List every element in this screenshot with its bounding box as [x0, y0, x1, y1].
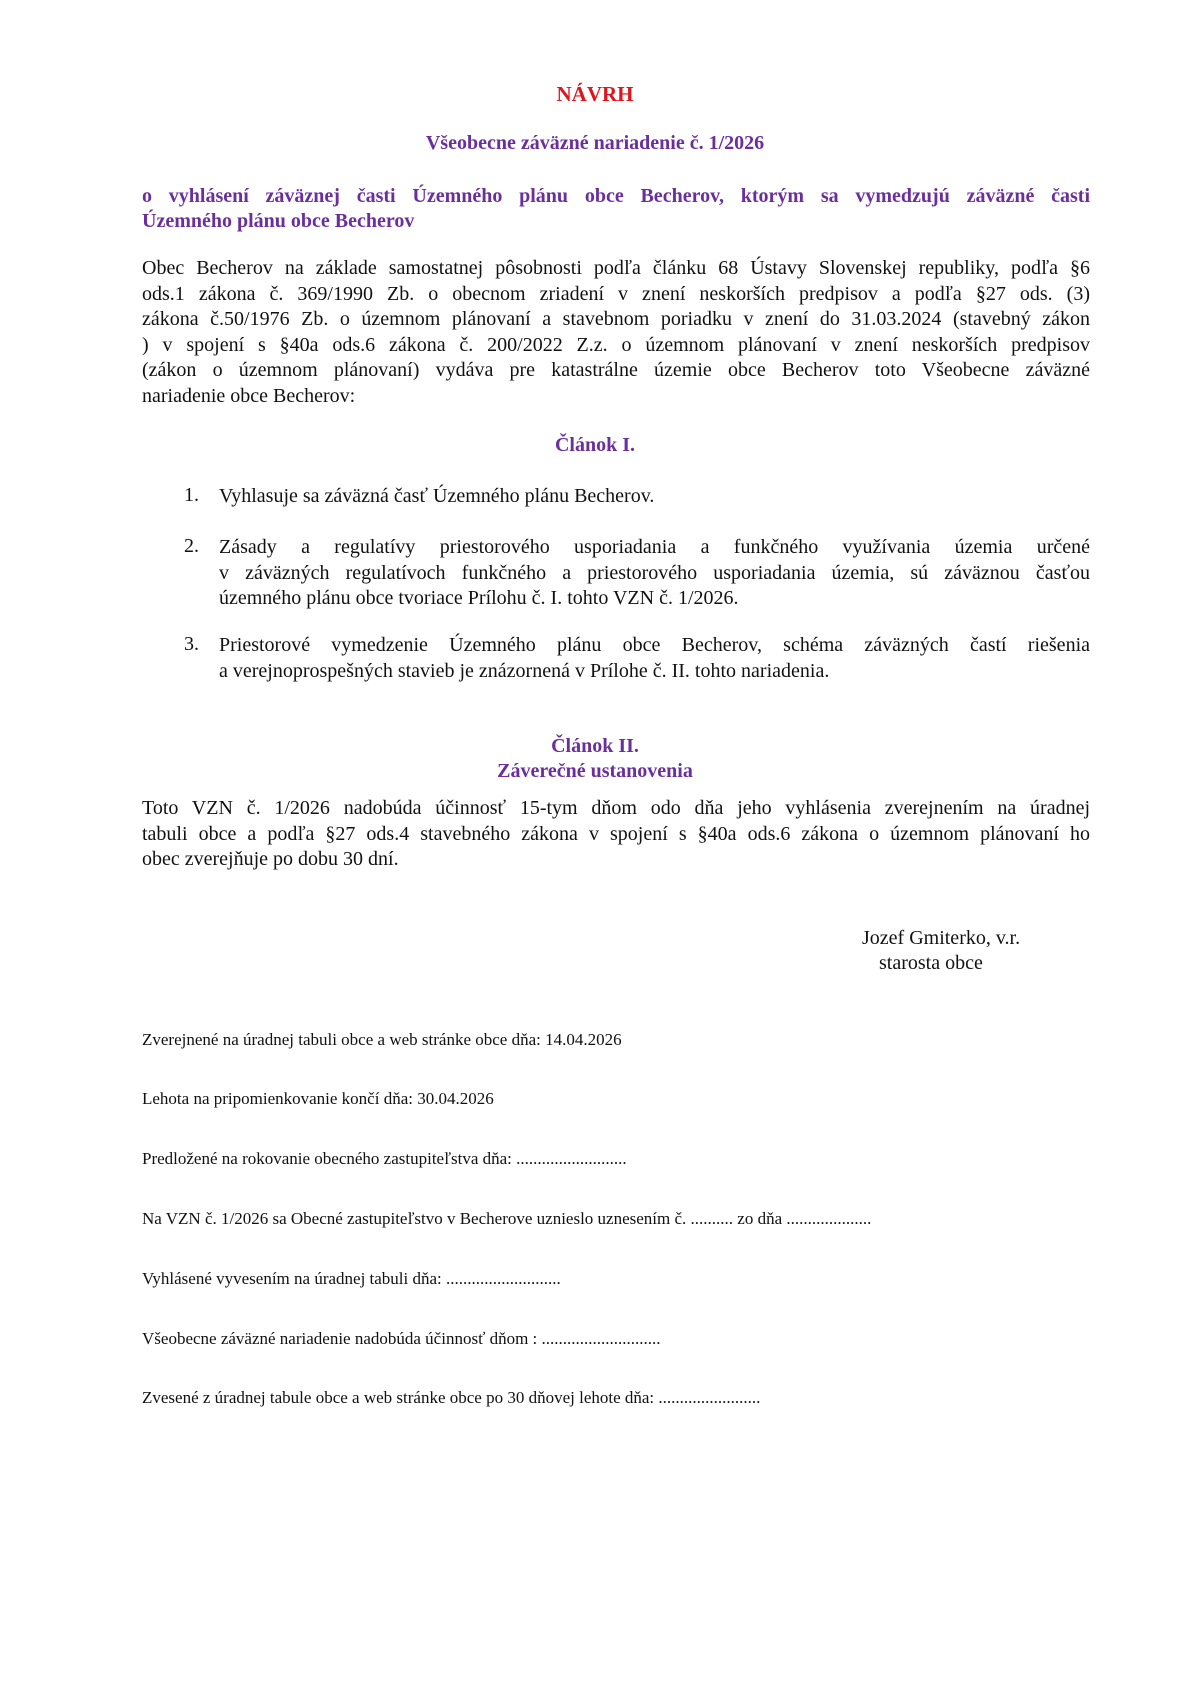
footer-note-published: Zverejnené na úradnej tabuli obce a web stránke obce dňa: 14.04.2026: [142, 1030, 622, 1049]
list-item-line: Zásady a regulatívy priestorového usporiadania a funkčného využívania územia určené: [219, 536, 1090, 558]
list-item: [219, 535, 1090, 612]
footer-note-comment-deadline: Lehota na pripomienkovanie končí dňa: 30.04.2026: [142, 1089, 494, 1108]
document-subject: [142, 184, 1090, 234]
list-item-line: a verejnoprospešných stavieb je znázornená v Prílohe č. II. tohto nariadenia.: [219, 659, 830, 682]
signatory-name: Jozef Gmiterko, v.r.: [862, 927, 1021, 949]
draft-label: NÁVRH: [556, 82, 634, 106]
preamble-line: ods.1 zákona č. 369/1990 Zb. o obecnom zriadení v znení neskorších predpisov a podľa §27 ods. (3): [142, 282, 1090, 305]
article-2-heading: Článok II.: [551, 735, 639, 757]
signatory-role: starosta obce: [879, 952, 983, 974]
list-item-number: 1.: [184, 484, 199, 506]
footer-note-posted: Vyhlásené vyvesením na úradnej tabuli dňa: ...........................: [142, 1269, 561, 1288]
closing-line: obec zverejňuje po dobu 30 dní.: [142, 848, 399, 870]
list-item-line: v záväzných regulatívoch funkčného a priestorového usporiadania územia, sú záväznou časťou: [219, 561, 1090, 584]
footer-note-removed: Zvesené z úradnej tabule obce a web stránke obce po 30 dňovej lehote dňa: ........................: [142, 1388, 761, 1407]
preamble-line: Obec Becherov na základe samostatnej pôsobnosti podľa článku 68 Ústavy Slovenskej republiky, podľa §6: [142, 257, 1090, 279]
footer-note-submitted: Predložené na rokovanie obecného zastupiteľstva dňa: ..........................: [142, 1149, 627, 1168]
list-item-line: Vyhlasuje sa záväzná časť Územného plánu Becherov.: [219, 485, 655, 507]
footer-note-resolution: Na VZN č. 1/2026 sa Obecné zastupiteľstvo v Becherove uznieslo uznesením č. .......... zo dňa ....................: [142, 1209, 872, 1228]
list-item-number: 2.: [184, 535, 199, 557]
list-item: [219, 633, 1090, 684]
article-2-subheading: Záverečné ustanovenia: [497, 760, 693, 782]
list-item-number: 3.: [184, 633, 199, 655]
footer-note-effective: Všeobecne záväzné nariadenie nadobúda účinnosť dňom : ............................: [142, 1329, 661, 1348]
document-title: Všeobecne záväzné nariadenie č. 1/2026: [425, 132, 765, 154]
preamble-line: nariadenie obce Becherov:: [142, 384, 356, 407]
closing-line: tabuli obce a podľa §27 ods.4 stavebného zákona v spojení s §40a ods.6 zákona o územnom plánovaní ho: [142, 822, 1090, 845]
subject-line: Územného plánu obce Becherov: [142, 210, 415, 232]
subject-line: o vyhlásení záväznej časti Územného plánu obce Becherov, ktorým sa vymedzujú záväzné časti: [142, 185, 1090, 207]
preamble-line: (zákon o územnom plánovaní) vydáva pre katastrálne územie obce Becherov toto Všeobecne záväzné: [142, 359, 1090, 381]
preamble-line: ) v spojení s §40a ods.6 zákona č. 200/2022 Z.z. o územnom plánovaní v znení neskorších predpisov: [142, 333, 1090, 356]
preamble-paragraph: [142, 256, 1090, 409]
list-item-line: územného plánu obce tvoriace Prílohu č. I. tohto VZN č. 1/2026.: [219, 587, 739, 609]
list-item: [219, 484, 1090, 510]
closing-line: Toto VZN č. 1/2026 nadobúda účinnosť 15-tym dňom odo dňa jeho vyhlásenia zverejnením na úradnej: [142, 797, 1090, 819]
preamble-line: zákona č.50/1976 Zb. o územnom plánovaní a stavebnom poriadku v znení do 31.03.2024 (stavebný zákon: [142, 308, 1090, 330]
closing-paragraph: [142, 796, 1090, 873]
list-item-line: Priestorové vymedzenie Územného plánu obce Becherov, schéma záväzných častí riešenia: [219, 634, 1090, 656]
article-1-heading: Článok I.: [554, 434, 636, 456]
